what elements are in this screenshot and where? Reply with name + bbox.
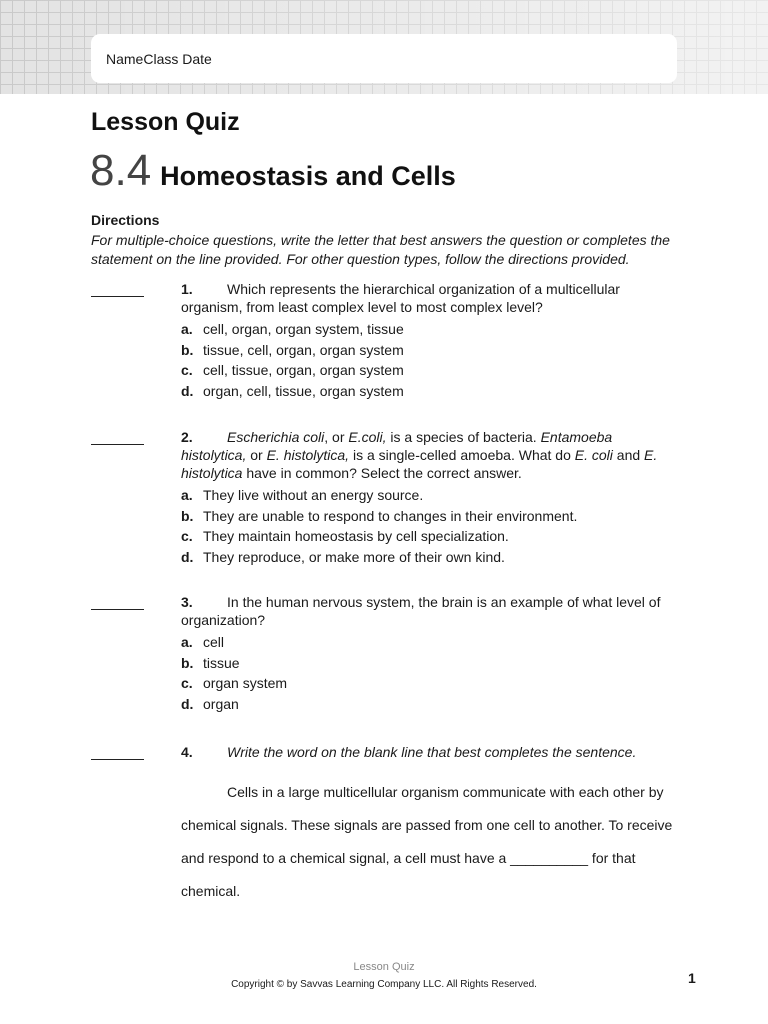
- choice-letter: a.: [181, 487, 193, 503]
- page-number: 1: [688, 970, 696, 986]
- lesson-number: 8.4: [90, 146, 152, 195]
- choice-a[interactable]: [181, 632, 681, 653]
- name-class-date-label: NameClass Date: [106, 50, 212, 67]
- directions-text: For multiple-choice questions, write the letter that best answers the question or completes the statement on the line provided. For other question types, follow the directions provided.: [91, 232, 670, 267]
- choice-list: [181, 632, 681, 714]
- choice-c[interactable]: [181, 360, 681, 381]
- question-body: [181, 428, 681, 567]
- choice-text: cell, organ, organ system, tissue: [203, 321, 404, 337]
- answer-blank[interactable]: [91, 444, 144, 445]
- lesson-quiz-label: Lesson Quiz: [91, 108, 240, 136]
- answer-blank[interactable]: [91, 296, 144, 297]
- answer-blank[interactable]: [91, 759, 144, 760]
- question-body: [181, 593, 681, 714]
- choice-d[interactable]: [181, 694, 681, 715]
- choice-text: cell: [203, 634, 225, 650]
- choice-list: [181, 319, 681, 401]
- question-text: and: [612, 447, 645, 463]
- question-text: , or: [324, 429, 349, 445]
- species-name: E. coli: [574, 447, 613, 463]
- choice-a[interactable]: [181, 485, 681, 506]
- species-name: E. histolytica: [181, 447, 658, 481]
- directions-heading: Directions: [91, 212, 160, 228]
- choice-text: They reproduce, or make more of their own kind.: [203, 548, 505, 565]
- name-class-date-field[interactable]: [91, 34, 677, 83]
- copyright-text: Copyright © by Savvas Learning Company LLC. All Rights Reserved.: [231, 979, 537, 990]
- footer-label: Lesson Quiz: [353, 961, 415, 973]
- choice-letter: b.: [181, 654, 194, 671]
- fill-in-paragraph: Cells in a large multicellular organism communicate with each other by chemical signals. These signals are passed from one cell to another. To receive and respond to a chemical signal, a cell must have a __________ for that chemical.: [181, 784, 673, 899]
- choice-text: organ system: [203, 675, 288, 692]
- choice-letter: a.: [181, 321, 193, 337]
- question-number: 1.: [181, 281, 193, 297]
- choice-c[interactable]: [181, 526, 681, 547]
- question-stem: [181, 428, 681, 482]
- choice-text: They live without an energy source.: [203, 487, 424, 503]
- lesson-title-row: [90, 146, 456, 196]
- choice-b[interactable]: [181, 653, 681, 674]
- choice-b[interactable]: [181, 340, 681, 361]
- question-stem: [181, 280, 681, 316]
- choice-letter: a.: [181, 634, 193, 650]
- choice-text: tissue: [203, 654, 240, 671]
- question-number: 3.: [181, 594, 193, 610]
- choice-letter: d.: [181, 548, 194, 565]
- choice-text: They maintain homeostasis by cell specialization.: [203, 528, 509, 545]
- species-name: E. histolytica,: [266, 447, 350, 463]
- choice-b[interactable]: [181, 506, 681, 527]
- choice-text: organ, cell, tissue, organ system: [203, 382, 404, 399]
- choice-c[interactable]: [181, 673, 681, 694]
- question-text: Write the word on the blank line that best completes the sentence.: [227, 744, 637, 760]
- question-text: have in common? Select the correct answer.: [242, 465, 522, 481]
- choice-d[interactable]: [181, 547, 681, 568]
- choice-letter: c.: [181, 675, 193, 692]
- choice-text: cell, tissue, organ, organ system: [203, 362, 404, 379]
- question-text: Which represents the hierarchical organization of a multicellular organism, from least complex level to most complex level?: [181, 281, 620, 315]
- choice-text: tissue, cell, organ, organ system: [203, 341, 404, 358]
- choice-letter: b.: [181, 507, 194, 524]
- question-text: is a species of bacteria.: [386, 429, 541, 445]
- choice-letter: d.: [181, 382, 194, 399]
- choice-letter: b.: [181, 341, 194, 358]
- choice-text: They are unable to respond to changes in their environment.: [203, 507, 578, 524]
- answer-blank[interactable]: [91, 609, 144, 610]
- question-stem: [181, 593, 681, 629]
- lesson-title: Homeostasis and Cells: [160, 161, 456, 191]
- choice-a[interactable]: [181, 319, 681, 340]
- question-text: In the human nervous system, the brain is an example of what level of organization?: [181, 594, 661, 628]
- species-name: Entamoeba histolytica,: [181, 429, 613, 463]
- choice-letter: d.: [181, 695, 194, 712]
- choice-list: [181, 485, 681, 567]
- question-body: [181, 743, 681, 761]
- question-number: 2.: [181, 429, 193, 445]
- question-text: is a single-celled amoeba. What do: [349, 447, 575, 463]
- choice-d[interactable]: [181, 381, 681, 402]
- question-number: 4.: [181, 744, 193, 760]
- choice-text: organ: [203, 695, 239, 712]
- choice-letter: c.: [181, 362, 193, 379]
- question-body: [181, 280, 681, 401]
- species-name: Escherichia coli: [227, 429, 325, 445]
- question-text: or: [246, 447, 267, 463]
- question-stem: [181, 743, 681, 761]
- choice-letter: c.: [181, 528, 193, 545]
- species-name: E.coli,: [348, 429, 387, 445]
